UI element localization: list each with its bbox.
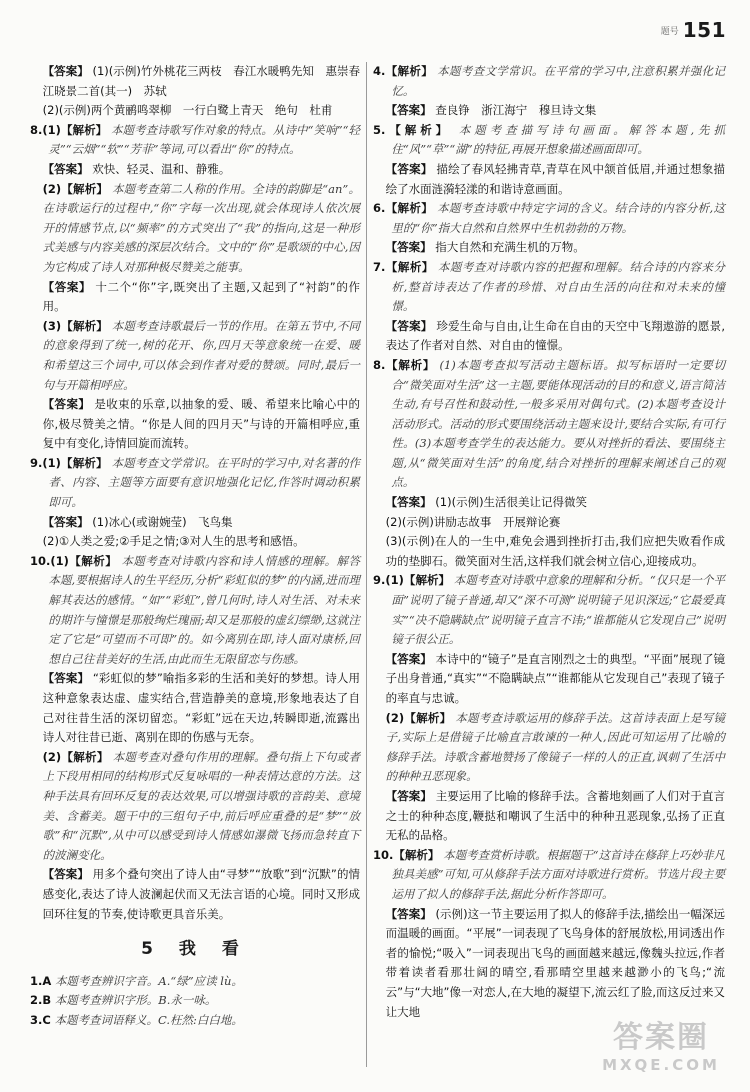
item-text: 本题考查第二人称的作用。全诗的韵脚是“an”。在诗歌运行的过程中,“你”字每一次出现,就会体现诗人依次展开的情感节点,以“频率”的方式突出了“我”的指向,这是一种形式美感与内容美感的深层次结合。文中的“你”是歌颂的中心,因为它构成了诗人对那种极尽赞美之能事。 bbox=[42, 181, 360, 274]
answer-paragraph bbox=[373, 258, 725, 317]
item-text: 主要运用了比喻的修辞手法。含蓄地刻画了人们对于直言之士的种种态度,鞭挞和嘲讽了生活中的种种丑恶现象,弘扬了正直无私的品格。 bbox=[385, 788, 726, 843]
item-text: 欢快、轻灵、温和、静雅。 bbox=[92, 161, 231, 176]
answer-paragraph bbox=[373, 160, 725, 199]
item-text: (1)(示例)生活很美让记得微笑 bbox=[435, 495, 588, 510]
item-text: 本题考查诗歌写作对象的特点。从诗中“笑响”“轻灵”“云烟”“软”“芳菲”等词,可以看出“你”的特点。 bbox=[48, 122, 361, 157]
item-tag: (2)【解析】 bbox=[42, 181, 109, 196]
item-text: 是收束的乐章,以抽象的爱、暖、希望来比喻心中的你,极尽赞美之情。“你是人间的四月天”与诗的开篇相呼应,重复中有变化,诗情回旋而流转。 bbox=[42, 397, 361, 451]
answer-paragraph bbox=[373, 532, 725, 571]
answer-paragraph bbox=[373, 101, 725, 121]
item-tag: 8.(1)【解析】 bbox=[30, 122, 108, 137]
item-text: (2)(示例)两个黄鹂鸣翠柳 一行白鹭上青天 绝句 杜甫 bbox=[42, 103, 333, 118]
item-text: (1)本题考查拟写活动主题标语。拟写标语时一定要切合“微笑面对生活”这一主题,要能体现活动的目的和意义,语言简洁生动,有号召性和鼓动性,一般多采用对偶句式。(2)本题考查设计活动形式。活动的形式要围绕活动主题来设计,要结合实际,有可行性。(3)本题考查学生的表达能力。要从对挫折的看法、要围绕主题,从“微笑面对生活”的角度,结合对挫折的理解来阐述自己的观点。 bbox=[391, 357, 725, 490]
item-text: 本题考查描写诗句画面。解答本题,先抓住“风”“草”“湖”的特征,再展开想象描述画面即可。 bbox=[391, 122, 726, 157]
answer-paragraph bbox=[30, 180, 360, 278]
item-text: 用多个叠句突出了诗人由“寻梦”“放歌”到“沉默”的情感变化,表达了诗人波澜起伏而又无法言语的心境。同时又形成回环往复的节奏,使诗歌更具音乐美。 bbox=[42, 867, 361, 921]
item-tag: 8.【解析】 bbox=[373, 357, 436, 372]
page-header bbox=[661, 18, 726, 42]
item-tag: 【答案】 bbox=[385, 788, 432, 803]
answer-paragraph bbox=[30, 62, 360, 101]
item-tag: 9.(1)【解析】 bbox=[30, 455, 108, 470]
answer-paragraph bbox=[30, 101, 360, 121]
section-label: 题号 bbox=[660, 27, 679, 37]
item-text: 本题考查对叠句作用的理解。叠句指上下句或者上下段用相同的结构形式反复咏唱的一种表情达意的方法。这种手法具有回环反复的表达效果,可以增强诗歌的音韵美、意境美、含蓄美。题干中的三组句子中,前后呼应重叠的是“梦”“放歌”和“沉默”,从中可以感受到诗人情感如瀑微飞扬而急转直下的波澜变化。 bbox=[42, 749, 361, 862]
column-divider bbox=[366, 62, 367, 1067]
item-tag: 【答案】 bbox=[385, 240, 432, 255]
item-tag: 【答案】 bbox=[385, 906, 432, 921]
answer-paragraph bbox=[30, 748, 360, 866]
watermark-text: 答案圈 bbox=[613, 1020, 709, 1055]
item-tag: 【答案】 bbox=[42, 161, 89, 176]
item-tag: 【答案】 bbox=[385, 161, 433, 176]
item-tag: 【答案】 bbox=[385, 495, 432, 510]
answer-paragraph bbox=[30, 395, 360, 454]
answer-paragraph bbox=[373, 571, 725, 649]
answer-paragraph bbox=[373, 650, 725, 709]
item-text: 本题考查辨识字音。A.“绿”应读 lù。 bbox=[54, 973, 243, 988]
answer-paragraph bbox=[373, 238, 725, 258]
answer-paragraph bbox=[373, 199, 725, 238]
item-text: (2)①人类之爱;②手足之情;③对人生的思考和感悟。 bbox=[42, 534, 305, 549]
item-tag: 3.C bbox=[30, 1012, 51, 1027]
item-tag: 【答案】 bbox=[385, 318, 433, 333]
answer-paragraph bbox=[30, 454, 360, 513]
answer-paragraph bbox=[30, 513, 360, 533]
item-text: 本题考查对诗歌内容和诗人情感的理解。解答本题,要根据诗人的生平经历,分析“彩虹似的梦”的内涵,进而理解其表达的感情。“如”“彩虹”,曾几何时,诗人对生活、对未来的期许与憧憬是那般绚烂瑰丽;却又是那般的虚幻缥缈,这就注定了它是“可望而不可即”的。如今离别在即,诗人面对康桥,回想自己往昔美好的生活,由此而生无限留恋与伤感。 bbox=[48, 553, 361, 666]
left-column bbox=[30, 62, 360, 1031]
item-text: 本题考查辨识字形。B.永一咏。 bbox=[54, 993, 217, 1008]
answer-paragraph bbox=[373, 317, 725, 356]
item-text: 本题考查文学常识。在平常的学习中,注意积累并强化记忆。 bbox=[391, 64, 725, 98]
item-text: 本题考查诗歌最后一节的作用。在第五节中,不同的意象得到了统一,树的花开、你,四月天等意象统一在爱、暖和希望这三个词中,可以体会到作者对爱的赞颂。同时,最后一句与开篇相呼应。 bbox=[42, 318, 361, 392]
item-tag: 2.B bbox=[30, 993, 52, 1008]
watermark-domain: MXQE.COM bbox=[602, 1056, 720, 1074]
item-text: 指大自然和充满生机的万物。 bbox=[435, 240, 585, 255]
answer-paragraph bbox=[30, 991, 360, 1011]
answer-paragraph bbox=[373, 356, 725, 493]
item-text: 本题考查赏析诗歌。根据题干“这首诗在修辞上巧妙非凡独具美感”可知,可从修辞手法方面对诗歌进行赏析。节选片段主要运用了拟人的修辞手法,据此分析作答即可。 bbox=[391, 847, 726, 901]
answer-paragraph bbox=[30, 552, 360, 670]
item-text: (示例)这一节主要运用了拟人的修辞手法,描绘出一幅深远而温暖的画面。“平展”一词表现了飞鸟身体的舒展放松,用词透出作者的愉悦;“吸入”一词表现出飞鸟的画面越来越远,像魏头拉远,作者带着读者看那壮阔的晴空,看那晴空里越来越渺小的飞鸟;“流云”与“大地”像一对恋人,在大地的凝望下,流云红了脸,而这反过来又让大地 bbox=[385, 906, 726, 1019]
item-tag: 【答案】 bbox=[385, 103, 432, 118]
item-tag: 1.A bbox=[30, 973, 52, 988]
answer-paragraph bbox=[30, 160, 360, 180]
item-tag: (3)【解析】 bbox=[42, 318, 108, 333]
answer-paragraph bbox=[373, 905, 725, 1023]
answer-paragraph bbox=[30, 669, 360, 747]
answer-paragraph bbox=[30, 1011, 360, 1031]
item-text: 本题考查对诗歌中意象的理解和分析。“仅只是一个平面”说明了镜子普通,却又“深不可测”说明镜子见识深远;“它最爱真实”“决不隐瞒缺点”说明镜子直言不讳;“谁都能从它发现自己”说明镜子很公正。 bbox=[391, 573, 726, 647]
item-tag: 【答案】 bbox=[42, 397, 91, 412]
item-text: 描绘了春风轻拂青草,青草在风中颔首低眉,并通过想象描绘了水面涟漪轻漾的和谐诗意画面。 bbox=[385, 161, 726, 196]
item-tag: 5.【解析】 bbox=[373, 122, 452, 137]
section-title: 5 我 看 bbox=[141, 939, 249, 960]
item-tag: (2)【解析】 bbox=[42, 749, 109, 764]
item-text: 查良铮 浙江海宁 穆旦诗文集 bbox=[435, 103, 597, 118]
item-tag: 【答案】 bbox=[42, 279, 92, 294]
item-text: (3)(示例)在人的一生中,难免会遇到挫折打击,我们应把失败看作成功的垫脚石。微笑面对生活,这样我们就会树立信心,迎接成功。 bbox=[385, 534, 725, 568]
answer-paragraph bbox=[30, 532, 360, 552]
answer-paragraph bbox=[373, 846, 725, 905]
item-tag: 7.【解析】 bbox=[373, 259, 434, 274]
item-tag: 【答案】 bbox=[42, 514, 89, 529]
item-tag: (2)【解析】 bbox=[385, 710, 452, 725]
item-tag: 【答案】 bbox=[42, 867, 89, 882]
item-text: 本题考查对诗歌内容的把握和理解。结合诗的内容来分析,整首诗表达了作者的珍惜、对自由生活的向往和对未来的憧憬。 bbox=[391, 259, 725, 314]
item-tag: 【答案】 bbox=[42, 64, 89, 78]
answer-paragraph bbox=[373, 62, 725, 101]
item-text: 本题考查诗歌运用的修辞手法。这首诗表面上是写镜子,实际上是借镜子比喻直言敢谏的一种人,因此可知运用了比喻的修辞手法。诗歌含蓄地赞扬了像镜子一样的人的正直,讽刺了生活中的种种丑恶现象。 bbox=[385, 710, 726, 784]
item-tag: 【答案】 bbox=[42, 671, 90, 686]
item-text: 本题考查诗歌中特定字词的含义。结合诗的内容分析,这里的“你”指大自然和自然界中生机勃勃的万物。 bbox=[391, 201, 725, 235]
answer-paragraph bbox=[30, 278, 360, 317]
answer-paragraph bbox=[373, 121, 725, 160]
item-text: 本题考查词语释义。C.枉然:白白地。 bbox=[54, 1012, 243, 1027]
item-text: “彩虹似的梦”喻指多彩的生活和美好的梦想。诗人用这种意象表达虚、虚实结合,营造静美的意境,形象地表达了自己对往昔生活的深切留恋。“彩虹”远在天边,转瞬即逝,流露出诗人对往昔已逝、离别在即的伤感与无奈。 bbox=[42, 671, 361, 745]
page-number: 151 bbox=[682, 18, 726, 42]
item-text: 珍爱生命与自由,让生命在自由的天空中飞翔遨游的愿景,表达了作者对自然、对自由的憧憬。 bbox=[385, 318, 726, 353]
item-text: 十二个“你”字,既突出了主题,又起到了“衬韵”的作用。 bbox=[42, 279, 361, 314]
item-text: (1)冰心(或谢婉莹) 飞鸟集 bbox=[92, 514, 233, 529]
item-tag: 9.(1)【解析】 bbox=[373, 573, 451, 588]
item-tag: 10.(1)【解析】 bbox=[30, 553, 118, 568]
answer-paragraph bbox=[373, 493, 725, 513]
answer-paragraph bbox=[373, 787, 725, 846]
right-column bbox=[373, 62, 725, 1022]
answer-paragraph bbox=[373, 709, 725, 787]
item-tag: 【答案】 bbox=[385, 651, 432, 666]
answer-paragraph bbox=[30, 317, 360, 395]
answer-paragraph bbox=[373, 513, 725, 533]
item-text: 本诗中的“镜子”是直言刚烈之士的典型。“平面”展现了镜子出身普通,“真实”“不隐瞒缺点”“谁都能从它发现自己”表现了镜子的率直与忠诚。 bbox=[385, 651, 725, 705]
item-tag: 4.【解析】 bbox=[373, 64, 434, 78]
item-text: (1)(示例)竹外桃花三两枝 春江水暖鸭先知 惠崇春江晓景二首(其一) 苏轼 bbox=[42, 64, 361, 98]
watermark-logo bbox=[586, 1020, 736, 1082]
item-tag: 6.【解析】 bbox=[373, 201, 434, 216]
answer-paragraph bbox=[30, 972, 360, 992]
item-text: (2)(示例)讲励志故事 开展辩论赛 bbox=[385, 514, 561, 529]
answer-paragraph bbox=[30, 865, 360, 924]
item-text: 本题考查文学常识。在平时的学习中,对名著的作者、内容、主题等方面要有意识地强化记忆,作答时调动积累即可。 bbox=[48, 455, 361, 510]
item-tag: 10.【解析】 bbox=[373, 847, 440, 862]
answer-paragraph bbox=[30, 121, 360, 160]
